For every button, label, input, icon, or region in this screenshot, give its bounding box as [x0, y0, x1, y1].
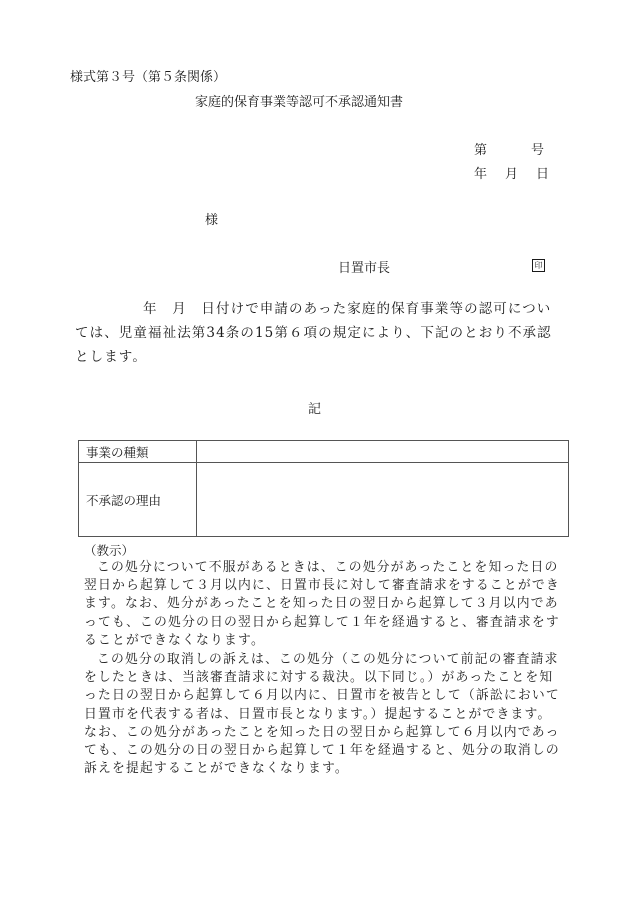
business-type-label: 事業の種類	[79, 441, 197, 463]
document-title: 家庭的保育事業等認可不承認通知書	[195, 95, 404, 110]
table-row	[79, 441, 569, 463]
notice-heading: （教示）	[84, 543, 135, 558]
ki-heading: 記	[308, 402, 322, 417]
document-number-suffix: 号	[531, 143, 545, 158]
table-row	[79, 463, 569, 537]
notice-text-1: この処分について不服があるときは、この処分があったことを知った日の翌日から起算して３月以内に、日置市長に対して審査請求をすることができます。なお、処分があったことを知った日の翌日から起算して３月以内であっても、この処分の日の翌日から起算して１年を経過すると、審査請求をすることができなくなります。	[84, 560, 560, 648]
document-date	[474, 163, 549, 182]
issuer-name: 日置市長	[338, 261, 391, 276]
notice-paragraph-1	[84, 559, 562, 650]
form-label: 様式第３号（第５条関係）	[70, 70, 227, 85]
info-table	[78, 440, 569, 537]
seal-mark	[532, 257, 545, 272]
rejection-reason-value	[197, 463, 569, 537]
business-type-value	[197, 441, 569, 463]
seal-icon: 印	[532, 259, 545, 272]
addressee-honorific: 様	[205, 213, 219, 228]
rejection-reason-label: 不承認の理由	[79, 463, 197, 537]
date-year: 年	[474, 167, 488, 182]
document-number	[474, 139, 544, 158]
notice-text-2: この処分の取消しの訴えは、この処分（この処分について前記の審査請求をしたときは、当該審査請求に対する裁決。以下同じ。）があったことを知った日の翌日から起算して６月以内に、日置市を被告として（訴訟において日置市を代表する者は、日置市長となります。）提起することができます。なお、この処分があったことを知った日の翌日から起算して６月以内であっても、この処分の日の翌日から起算して１年を経過すると、処分の取消しの訴えを提起することができなくなります。	[84, 652, 560, 777]
date-month: 月	[505, 167, 519, 182]
document-number-prefix: 第	[474, 143, 488, 158]
notice-paragraph-2	[84, 651, 562, 778]
body-paragraph	[75, 297, 555, 369]
body-text: 年 月 日付けで申請のあった家庭的保育事業等の認可については、児童福祉法第34条の15第６項の規定により、下記のとおり不承認とします。	[75, 301, 552, 365]
date-day: 日	[536, 167, 550, 182]
